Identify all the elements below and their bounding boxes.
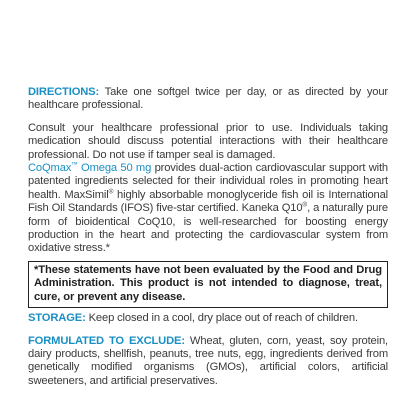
storage-heading: STORAGE: (28, 312, 86, 325)
consult-text: Consult your healthcare professional prior to use. Individuals taking medication should discuss potential interactions with their healthcare professional. Do not use if tamper seal is damaged. (28, 121, 388, 161)
description-text-3: , a naturally pure form of bioidentical CoQ10, is well-researched for boosting energy production in the heart and protecting the cardiovascular system from oxidative stress.* (28, 202, 388, 255)
consult-paragraph (28, 122, 388, 162)
product-name-dose: Omega 50 mg (77, 162, 152, 175)
formulated-heading: FORMULATED TO EXCLUDE: (28, 334, 185, 347)
description-text-1: provides dual-action cardiovascular support with patented ingredients selected for their individual roles in promoting heart health. MaxSimil (28, 162, 388, 201)
directions-text: Take one softgel twice per day, or as directed by your healthcare professional. (28, 86, 388, 112)
trademark-symbol: ™ (71, 161, 78, 169)
directions-paragraph (28, 86, 388, 113)
directions-heading: DIRECTIONS: (28, 86, 100, 98)
registered-symbol-1: ® (108, 188, 114, 196)
formulated-text: Wheat, gluten, corn, yeast, soy protein, dairy products, shellfish, peanuts, tree nuts, egg, ingredients derived from genetically modified organisms (GMOs), artificial colors, artificial sweeteners, and artificial preservatives. (28, 334, 388, 387)
fda-disclaimer-box (28, 261, 388, 308)
registered-symbol-2: ® (302, 201, 308, 209)
description-paragraph (28, 162, 388, 256)
storage-paragraph (28, 312, 388, 325)
description-text-2: highly absorbable monoglyceride fish oil is International Fish Oil Standards (IFOS) five-star certified. Kaneka Q10 (28, 188, 389, 215)
fda-disclaimer-text: *These statements have not been evaluated by the Food and Drug Administration. This product is not intended to diagnose, treat, cure, or prevent any disease. (34, 263, 382, 303)
storage-text: Keep closed in a cool, dry place out of reach of children. (88, 312, 358, 325)
formulated-paragraph (28, 335, 388, 389)
product-name-brand: CoQmax (28, 162, 72, 175)
product-name (28, 162, 151, 174)
